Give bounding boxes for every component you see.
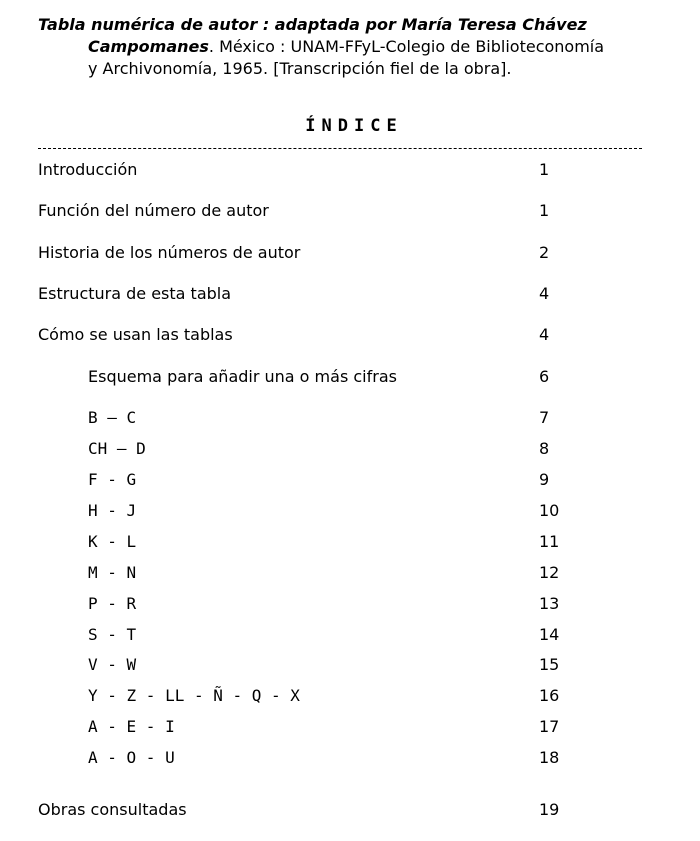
index-entry — [38, 324, 578, 346]
index-subentry — [38, 438, 578, 460]
entry-page: 8 — [539, 439, 550, 458]
citation-title-continued: Campomanes — [88, 37, 209, 56]
index-entry — [38, 242, 578, 264]
index-subentry — [38, 500, 578, 522]
citation-line-3: y Archivonomía, 1965. [Transcripción fiel de la obra]. — [88, 59, 512, 78]
entry-page: 16 — [539, 686, 560, 705]
entry-label: Cómo se usan las tablas — [38, 325, 233, 344]
index-subentry — [38, 407, 578, 429]
index-entry — [38, 159, 578, 181]
index-subentry — [38, 685, 578, 707]
entry-page: 14 — [539, 625, 560, 644]
entry-label: Y - Z - LL - Ñ - Q - X — [88, 686, 300, 705]
entry-label: Estructura de esta tabla — [38, 284, 232, 303]
index-entry — [38, 200, 578, 222]
dashed-divider — [38, 148, 642, 149]
entry-label: Obras consultadas — [38, 800, 187, 819]
index-subentry — [38, 531, 578, 553]
index-subentry — [38, 593, 578, 615]
entry-page: 2 — [539, 243, 550, 262]
entry-page: 4 — [539, 284, 550, 303]
entry-label: A - E - I — [88, 717, 175, 736]
bibliographic-citation — [38, 14, 664, 80]
entry-page: 11 — [539, 532, 560, 551]
index-subentry — [38, 469, 578, 491]
entry-label: K - L — [88, 532, 137, 551]
entry-label: Introducción — [38, 160, 138, 179]
entry-page: 9 — [539, 470, 550, 489]
entry-page: 15 — [539, 655, 560, 674]
entry-label: P - R — [88, 594, 137, 613]
citation-title: Tabla numérica de autor : adaptada por María Teresa Chávez — [38, 15, 587, 34]
entry-page: 6 — [539, 367, 550, 386]
entry-label: Historia de los números de autor — [38, 243, 301, 262]
citation-line-2 — [38, 36, 664, 58]
index-subentry — [38, 366, 578, 388]
entry-page: 4 — [539, 325, 550, 344]
entry-label: H - J — [88, 501, 137, 520]
entry-label: M - N — [88, 563, 137, 582]
entry-label: B – C — [88, 408, 137, 427]
entry-page: 1 — [539, 160, 550, 179]
entry-label: CH – D — [88, 439, 146, 458]
entry-label: Esquema para añadir una o más cifras — [88, 367, 397, 386]
index-entry — [38, 283, 578, 305]
entry-label: V - W — [88, 655, 137, 674]
entry-page: 7 — [539, 408, 550, 427]
index-subentry — [38, 562, 578, 584]
entry-page: 18 — [539, 748, 560, 767]
index-subentry — [38, 624, 578, 646]
entry-page: 1 — [539, 201, 550, 220]
entry-page: 12 — [539, 563, 560, 582]
entry-label: Función del número de autor — [38, 201, 269, 220]
entry-page: 13 — [539, 594, 560, 613]
entry-label: F - G — [88, 470, 137, 489]
index-heading: ÍNDICE — [305, 116, 403, 136]
index-subentry — [38, 747, 578, 769]
entry-page: 19 — [539, 800, 560, 819]
entry-label: A - O - U — [88, 748, 175, 767]
index-subentry — [38, 716, 578, 738]
entry-page: 17 — [539, 717, 560, 736]
citation-publisher: . México : UNAM-FFyL-Colegio de Biblioteconomía — [208, 37, 605, 56]
entry-label: S - T — [88, 625, 137, 644]
citation-line-1 — [38, 14, 664, 36]
index-entry — [38, 799, 578, 821]
entry-page: 10 — [539, 501, 560, 520]
index-subentry — [38, 654, 578, 676]
